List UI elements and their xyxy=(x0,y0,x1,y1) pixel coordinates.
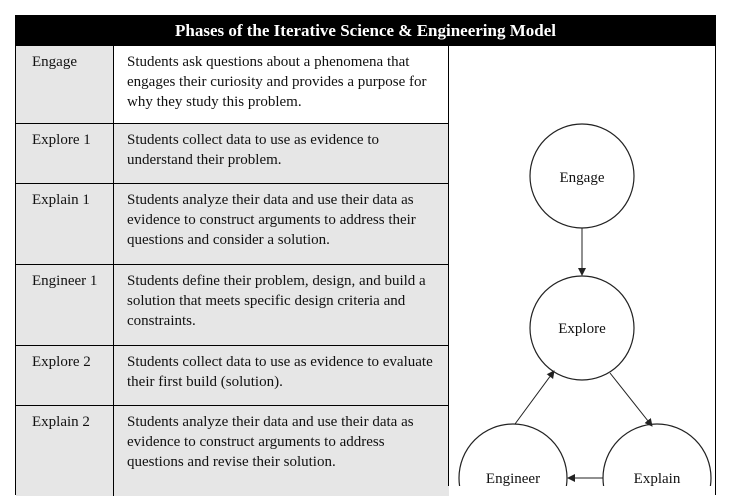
phase-description: Students define their problem, design, and build a solution that meets specific design criteria and constraints. xyxy=(127,273,426,329)
engineer-node-label: Engineer xyxy=(485,471,541,486)
table-row xyxy=(16,406,449,496)
phases-table xyxy=(16,46,449,496)
table-row xyxy=(16,46,449,124)
phase-description: Students analyze their data and use their data as evidence to construct arguments to address questions and revise their solution. xyxy=(127,414,414,470)
phase-name: Explain 2 xyxy=(16,406,114,496)
phase-name: Explain 1 xyxy=(16,184,114,264)
table-row xyxy=(16,184,449,265)
phase-name: Explore 1 xyxy=(16,124,114,183)
engage-node-label: Engage xyxy=(559,170,605,186)
explore-node-label: Explore xyxy=(558,321,606,337)
phase-description: Students ask questions about a phenomena that engages their curiosity and provides a purpose for why they study this problem. xyxy=(114,46,449,123)
arrow-explore-to-explain xyxy=(610,373,652,426)
table-row xyxy=(16,346,449,406)
table-row xyxy=(16,265,449,346)
phase-description: Students collect data to use as evidence to evaluate their first build (solution). xyxy=(127,354,433,390)
explain-node-label: Explain xyxy=(633,471,681,486)
phase-name: Engage xyxy=(16,46,114,123)
table-row xyxy=(16,124,449,184)
phase-description: Students analyze their data and use their data as evidence to construct arguments to address their questions and consider a solution. xyxy=(127,192,416,248)
phase-name: Engineer 1 xyxy=(16,265,114,345)
page-title: Phases of the Iterative Science & Engineering Model xyxy=(15,15,716,46)
cycle-diagram xyxy=(449,46,715,486)
arrow-engineer-to-explore xyxy=(515,371,554,424)
phase-name: Explore 2 xyxy=(16,346,114,405)
phase-description: Students collect data to use as evidence to understand their problem. xyxy=(127,132,380,168)
